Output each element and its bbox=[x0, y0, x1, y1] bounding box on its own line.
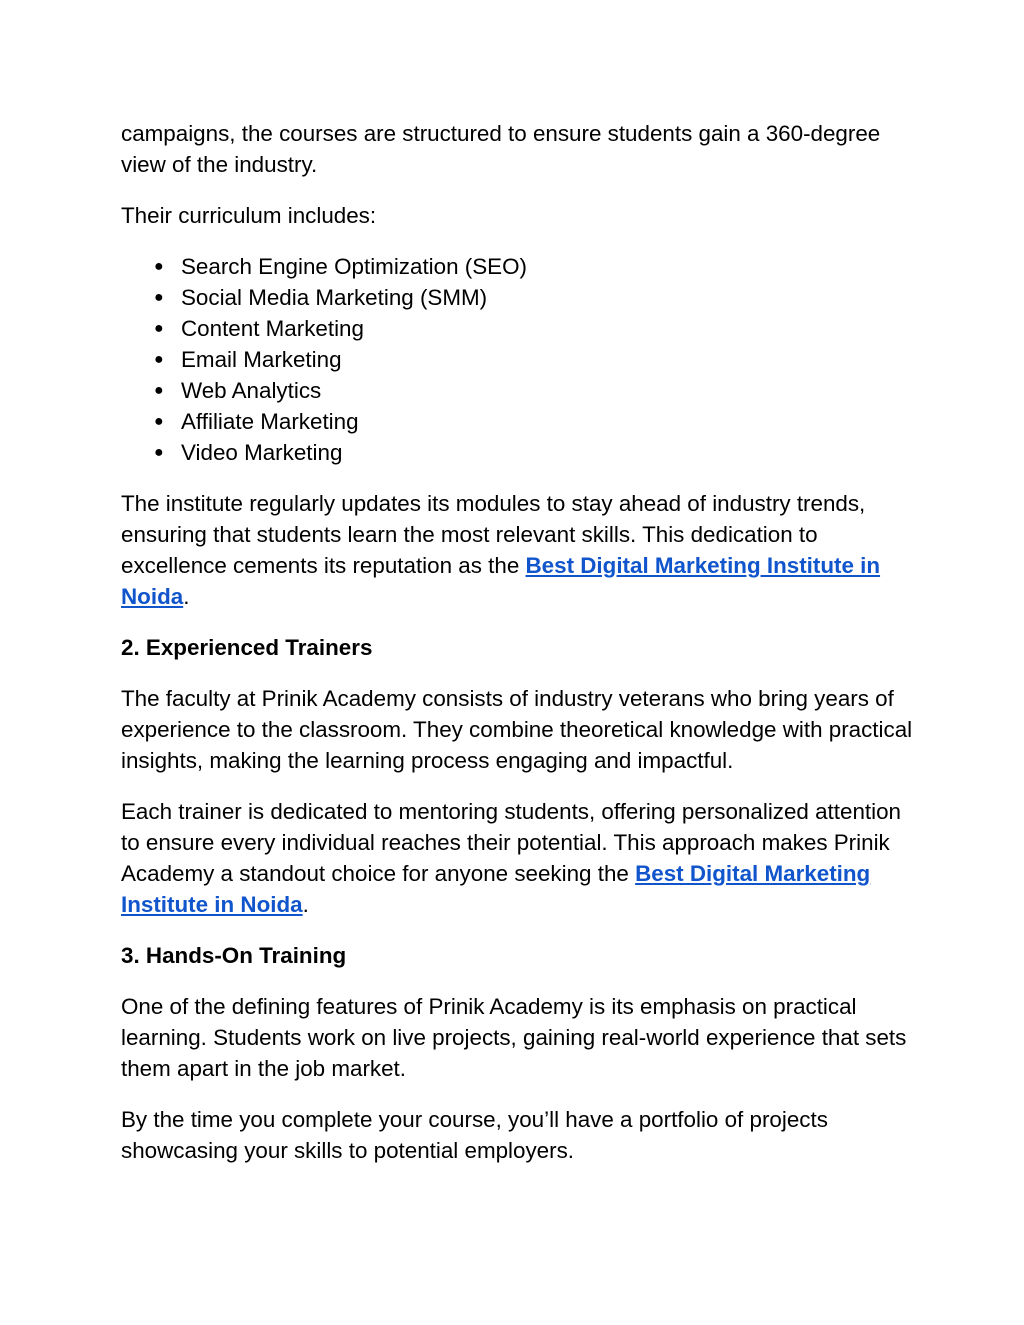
curriculum-list bbox=[121, 251, 921, 468]
updates-paragraph bbox=[121, 488, 921, 612]
bullet-icon: ● bbox=[154, 320, 164, 337]
best-institute-link[interactable]: Best Digital Marketing Institute in Noida bbox=[121, 553, 881, 609]
bullet-icon: ● bbox=[154, 258, 164, 275]
list-item-label: Email Marketing bbox=[181, 347, 342, 372]
intro-continuation-paragraph: campaigns, the courses are structured to ensure students gain a 360-degree view of the industry. bbox=[121, 121, 881, 177]
document-page bbox=[121, 118, 921, 1186]
section-heading-hands-on-training: 3. Hands-On Training bbox=[121, 943, 347, 968]
list-item bbox=[121, 251, 921, 282]
updates-period: . bbox=[183, 584, 190, 609]
mentoring-period: . bbox=[302, 892, 309, 917]
list-item-label: Web Analytics bbox=[181, 378, 322, 403]
curriculum-intro-paragraph: Their curriculum includes: bbox=[121, 203, 377, 228]
list-item-label: Social Media Marketing (SMM) bbox=[181, 285, 488, 310]
best-institute-link[interactable]: Best Digital Marketing Institute in Noida bbox=[121, 861, 871, 917]
list-item bbox=[121, 406, 921, 437]
list-item bbox=[121, 313, 921, 344]
bullet-icon: ● bbox=[154, 289, 164, 306]
bullet-icon: ● bbox=[154, 351, 164, 368]
list-item-label: Video Marketing bbox=[181, 440, 343, 465]
bullet-icon: ● bbox=[154, 382, 164, 399]
list-item bbox=[121, 282, 921, 313]
bullet-icon: ● bbox=[154, 413, 164, 430]
portfolio-paragraph: By the time you complete your course, you’ll have a portfolio of projects showcasing your skills to potential employers. bbox=[121, 1107, 828, 1163]
list-item-label: Content Marketing bbox=[181, 316, 364, 341]
list-item-label: Search Engine Optimization (SEO) bbox=[181, 254, 527, 279]
faculty-paragraph: The faculty at Prinik Academy consists of industry veterans who bring years of experience to the classroom. They combine theoretical knowledge with practical insights, making the learning process engaging and impactful. bbox=[121, 686, 913, 773]
list-item-label: Affiliate Marketing bbox=[181, 409, 359, 434]
mentoring-paragraph bbox=[121, 796, 921, 920]
bullet-icon: ● bbox=[154, 444, 164, 461]
section-heading-experienced-trainers: 2. Experienced Trainers bbox=[121, 635, 373, 660]
updates-text: The institute regularly updates its modules to stay ahead of industry trends, ensuring that students learn the most relevant skills. This dedication to excellence cements its reputation as the bbox=[121, 491, 866, 578]
mentoring-text: Each trainer is dedicated to mentoring students, offering personalized attention to ensure every individual reaches their potential. This approach makes Prinik Academy a standout choice for anyone seeking the bbox=[121, 799, 902, 886]
list-item bbox=[121, 375, 921, 406]
list-item bbox=[121, 437, 921, 468]
list-item bbox=[121, 344, 921, 375]
practical-paragraph: One of the defining features of Prinik Academy is its emphasis on practical learning. Students work on live projects, gaining real-world experience that sets them apart in the job market. bbox=[121, 994, 907, 1081]
